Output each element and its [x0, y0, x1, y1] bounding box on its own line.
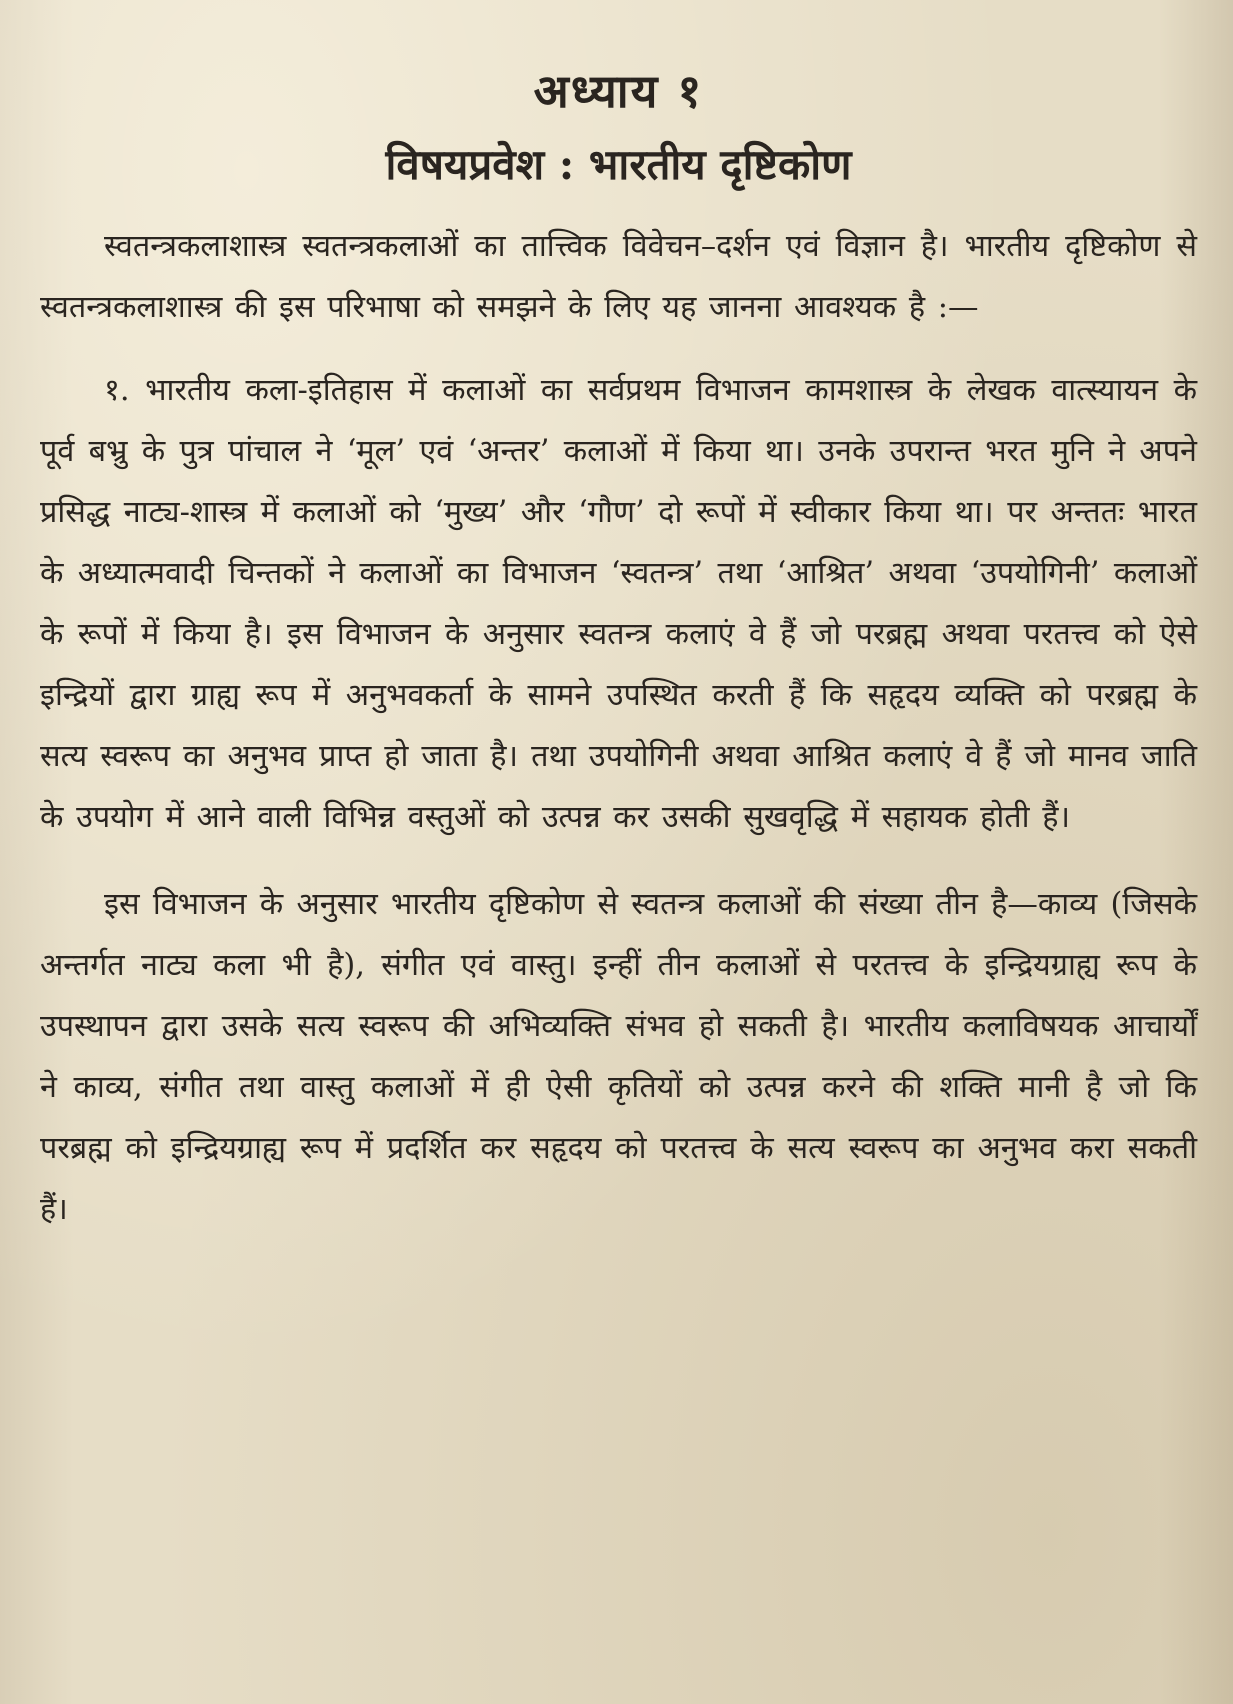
paragraph-classification: १. भारतीय कला-इतिहास में कलाओं का सर्वप्रथम विभाजन कामशास्त्र के लेखक वात्स्यायन के पूर्व बभ्रु के पुत्र पांचाल ने ‘मूल’ एवं ‘अन्तर’ कलाओं में किया था। उनके उपरान्त भरत मुनि ने अपने प्रसिद्ध नाट्य-शास्त्र में कलाओं को ‘मुख्य’ और ‘गौण’ दो रूपों में स्वीकार किया था। पर अन्ततः भारत के अध्यात्मवादी चिन्तकों ने कलाओं का विभाजन ‘स्वतन्त्र’ तथा ‘आश्रित’ अथवा ‘उपयोगिनी’ कलाओं के रूपों में किया है। इस विभाजन के अनुसार स्वतन्त्र कलाएं वे हैं जो परब्रह्म अथवा परतत्त्व को ऐसे इन्द्रियों द्वारा ग्राह्य रूप में अनुभवकर्ता के सामने उपस्थित करती हैं कि सहृदय व्यक्ति को परब्रह्म के सत्य स्वरूप का अनुभव प्राप्त हो जाता है। तथा उपयोगिनी अथवा आश्रित कलाएं वे हैं जो मानव जाति के उपयोग में आने वाली विभिन्न वस्तुओं को उत्पन्न कर उसकी सुखवृद्धि में सहायक होती हैं।: [40, 373, 1197, 835]
chapter-title: विषयप्रवेश : भारतीय दृष्टिकोण: [385, 140, 852, 189]
chapter-heading: अध्याय १: [533, 64, 704, 118]
paragraph-intro: स्वतन्त्रकलाशास्त्र स्वतन्त्रकलाओं का तात्त्विक विवेचन–दर्शन एवं विज्ञान है। भारतीय दृष्टिकोण से स्वतन्त्रकलाशास्त्र की इस परिभाषा को समझने के लिए यह जानना आवश्यक है :—: [40, 229, 1197, 325]
paragraph-three-arts: इस विभाजन के अनुसार भारतीय दृष्टिकोण से स्वतन्त्र कलाओं की संख्या तीन है—काव्य (जिसके अन्तर्गत नाट्य कला भी है), संगीत एवं वास्तु। इन्हीं तीन कलाओं से परतत्त्व के इन्द्रियग्राह्य रूप के उपस्थापन द्वारा उसके सत्य स्वरूप की अभिव्यक्ति संभव हो सकती है। भारतीय कलाविषयक आचार्यों ने काव्य, संगीत तथा वास्तु कलाओं में ही ऐसी कृतियों को उत्पन्न करने की शक्ति मानी है जो कि परब्रह्म को इन्द्रियग्राह्य रूप में प्रदर्शित कर सहृदय को परतत्त्व के सत्य स्वरूप का अनुभव करा सकती हैं।: [40, 887, 1197, 1227]
